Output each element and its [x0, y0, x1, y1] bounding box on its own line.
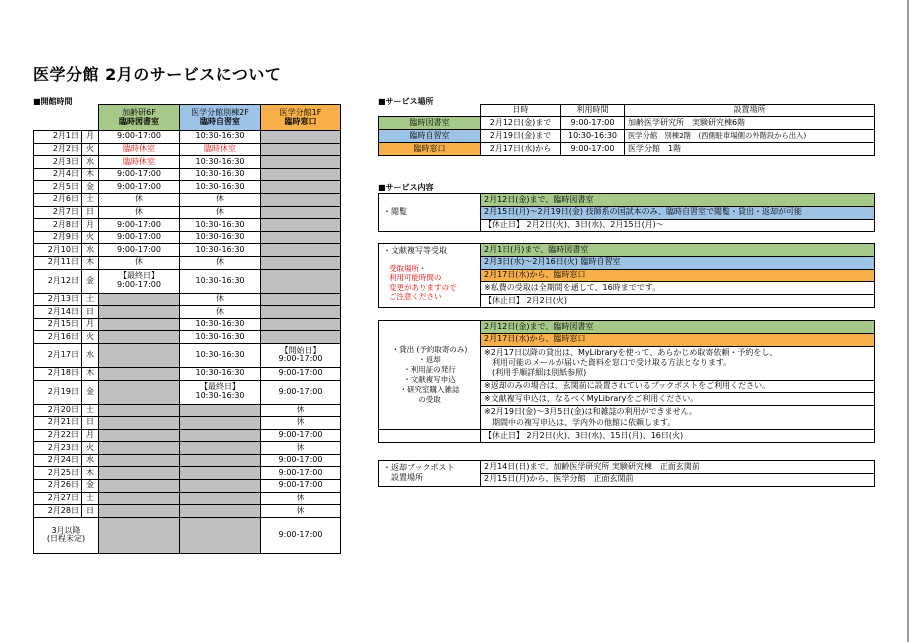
hours-lab: [99, 318, 180, 331]
lending-label-line: ・利用証の発行: [403, 364, 456, 374]
bookpost-label-line: 設置場所: [391, 473, 423, 483]
bookpost-line: 2月14日(日)まで、加齢医学研究所 実験研究棟 正面玄関前: [481, 461, 875, 474]
hours-row: [34, 480, 341, 493]
place-time: 9:00-17:00: [561, 117, 625, 130]
hours-dow: 金: [82, 181, 99, 194]
hours-date: 2月13日: [34, 293, 82, 306]
hours-study: 10:30-16:30: [180, 331, 261, 344]
hours-date: 2月11日: [34, 256, 82, 269]
places-col-date: 日時: [481, 105, 561, 117]
hours-counter: [261, 206, 341, 219]
hours-study: [180, 480, 261, 493]
lending-line: ※文献複写申込は、なるべくMyLibraryをご利用ください。: [481, 393, 875, 406]
hours-counter: [261, 269, 341, 293]
copy-note-line: ご注意ください: [389, 291, 442, 301]
hours-row: [34, 318, 341, 331]
hours-row: [34, 244, 341, 257]
hours-lab: [99, 480, 180, 493]
hours-study: [180, 417, 261, 430]
hours-table: [33, 104, 341, 554]
hours-date: 2月12日: [34, 269, 82, 293]
hours-lab-line: 9:00-17:00: [117, 280, 161, 290]
lending-note-line: 利用可能のメールが届いた資料を窓口で受け取る方法となります。: [484, 357, 732, 367]
hours-counter: [261, 343, 341, 367]
hours-lab: 9:00-17:00: [99, 168, 180, 181]
hours-lab: [99, 331, 180, 344]
hours-row: [34, 380, 341, 404]
hours-counter: 9:00-17:00: [261, 380, 341, 404]
hours-counter: 休: [261, 417, 341, 430]
hours-study: 10:30-16:30: [180, 168, 261, 181]
hours-counter: [261, 306, 341, 319]
copy-line: ※私費の受取は全期間を通して、16時までです。: [481, 282, 875, 295]
hours-lab: [99, 517, 180, 553]
hours-counter: [261, 156, 341, 169]
hours-dow: 金: [82, 480, 99, 493]
hours-counter: [261, 293, 341, 306]
lending-note-line: ※2月19日(金)～3月5日(金)は和雑誌の利用ができません。: [484, 407, 698, 417]
hours-counter: [261, 244, 341, 257]
hours-row: [34, 467, 341, 480]
hours-lab: [99, 404, 180, 417]
hours-dow: 月: [82, 429, 99, 442]
hours-dow: 月: [82, 219, 99, 232]
hours-date: 2月14日: [34, 306, 82, 319]
hours-lab: 9:00-17:00: [99, 231, 180, 244]
hours-lab: 休: [99, 256, 180, 269]
hours-lab: [99, 429, 180, 442]
hours-dow: 日: [82, 505, 99, 518]
hours-study: 休: [180, 206, 261, 219]
hours-row: [34, 181, 341, 194]
hours-counter: [261, 143, 341, 156]
copy-table: [378, 243, 875, 308]
copy-note-line: 受取場所・: [389, 263, 427, 273]
hours-dow: 日: [82, 206, 99, 219]
hours-corner: [34, 105, 82, 131]
browse-line: 【休止日】 2月2日(火)、3日(水)、2月15日(月)～: [481, 219, 875, 232]
hours-study: [180, 505, 261, 518]
hours-study-line: 【最終日】: [200, 382, 240, 392]
hours-date: 2月6日: [34, 193, 82, 206]
lending-line: ※返却のみの場合は、玄関前に設置されているブックポストをご利用ください。: [481, 380, 875, 393]
hours-row: [34, 219, 341, 232]
bookpost-label-cell: [379, 461, 481, 487]
hours-dow: 木: [82, 256, 99, 269]
lending-line: 2月12日(金)まで、臨時図書室: [481, 321, 875, 334]
copy-line: 2月17日(水)から、臨時窓口: [481, 269, 875, 282]
hours-date: 2月3日: [34, 156, 82, 169]
hours-counter: 休: [261, 505, 341, 518]
hours-date: 2月9日: [34, 231, 82, 244]
hours-date: 2月2日: [34, 143, 82, 156]
hours-dow: 火: [82, 442, 99, 455]
hours-study: 10:30-16:30: [180, 181, 261, 194]
hours-row: [34, 193, 341, 206]
place-date: 2月12日(金)まで: [481, 117, 561, 130]
hours-study: 10:30-16:30: [180, 156, 261, 169]
lending-label-line: ・返却: [418, 354, 441, 364]
lending-table: [378, 320, 875, 443]
place-location: 医学分館 別棟2階 (西側駐車場側の外階段から出入): [625, 130, 875, 143]
hours-dow: 月: [82, 318, 99, 331]
hours-counter: [261, 168, 341, 181]
hours-row: [34, 293, 341, 306]
place-time: 9:00-17:00: [561, 143, 625, 156]
hours-dow: 日: [82, 417, 99, 430]
bookpost-table: [378, 460, 875, 487]
place-name-counter: 臨時窓口: [379, 143, 481, 156]
hours-date: 2月27日: [34, 492, 82, 505]
lending-label-line: ・文献複写申込: [403, 375, 456, 385]
hours-lab: [99, 343, 180, 367]
hours-dow: 金: [82, 269, 99, 293]
hours-counter: [261, 231, 341, 244]
bookpost-label-line: ・返却ブックポスト: [383, 462, 455, 472]
hours-lab: 9:00-17:00: [99, 244, 180, 257]
hours-row: [34, 417, 341, 430]
hours-counter: 9:00-17:00: [261, 480, 341, 493]
hours-date: 2月23日: [34, 442, 82, 455]
hours-dow: 火: [82, 143, 99, 156]
place-date: 2月19日(金)まで: [481, 130, 561, 143]
hours-date: 2月4日: [34, 168, 82, 181]
place-date: 2月17日(水)から: [481, 143, 561, 156]
hours-study: [180, 380, 261, 404]
hours-study: 10:30-16:30: [180, 269, 261, 293]
hours-study: [180, 429, 261, 442]
place-location: 加齢医学研究所 実験研究棟6階: [625, 117, 875, 130]
hours-dow: 土: [82, 193, 99, 206]
services-heading: ■サービス内容: [378, 183, 434, 192]
browse-line: 2月15日(月)～2月19日(金) 技師系の国試本のみ、臨時自習室で閲覧・貸出・返却が可能: [481, 206, 875, 219]
hours-lab: [99, 417, 180, 430]
copy-note-line: 利用可能時間の: [389, 273, 442, 283]
hours-counter: 休: [261, 442, 341, 455]
hours-col-header-counter: 医学分館1F 臨時窓口: [261, 105, 341, 131]
copy-line: 2月3日(水)～2月16日(火) 臨時自習室: [481, 256, 875, 269]
copy-note-line: 変更がありますので: [389, 282, 457, 292]
hours-dow: 土: [82, 404, 99, 417]
hours-date: 2月5日: [34, 181, 82, 194]
hours-heading: ■開館時間: [33, 97, 73, 106]
hours-study-line: 10:30-16:30: [195, 391, 245, 400]
hours-lab: 臨時休室: [99, 156, 180, 169]
hours-row: [34, 156, 341, 169]
hours-study: [180, 454, 261, 467]
hours-dow: 水: [82, 343, 99, 367]
hours-date: 2月16日: [34, 331, 82, 344]
place-time: 10:30-16:30: [561, 130, 625, 143]
hours-study: 10:30-16:30: [180, 367, 261, 380]
hours-date: 2月18日: [34, 367, 82, 380]
hours-row: [34, 454, 341, 467]
browse-line: 2月12日(金)まで、臨時図書室: [481, 194, 875, 207]
hours-row: [34, 492, 341, 505]
browse-label: ・閲覧: [379, 194, 481, 232]
hours-corner-dow: [82, 105, 99, 131]
hours-study: 10:30-16:30: [180, 231, 261, 244]
hours-col-header-lab: 加齢研6F 臨時図書室: [99, 105, 180, 131]
hours-date: 2月22日: [34, 429, 82, 442]
hours-date: 2月7日: [34, 206, 82, 219]
hours-row: [34, 442, 341, 455]
copy-note: [383, 264, 480, 302]
hours-row: [34, 231, 341, 244]
hours-dow: 土: [82, 492, 99, 505]
lending-line: 【休止日】 2月2日(火)、3日(水)、15日(月)、16日(火): [481, 430, 875, 443]
hours-row: [34, 404, 341, 417]
hours-counter: [261, 131, 341, 144]
hours-lab: [99, 442, 180, 455]
hours-lab: [99, 505, 180, 518]
lending-line: 2月17日(水)から、臨時窓口: [481, 333, 875, 346]
hours-counter: 休: [261, 404, 341, 417]
places-corner: [379, 105, 481, 117]
hours-lab: 9:00-17:00: [99, 219, 180, 232]
hours-lab-line: 【最終日】: [119, 271, 159, 281]
hours-date: 2月20日: [34, 404, 82, 417]
hours-row: [34, 143, 341, 156]
lending-label-spacer: [379, 430, 481, 443]
hours-row: [34, 168, 341, 181]
hours-lab: 臨時休室: [99, 143, 180, 156]
hours-lab: [99, 367, 180, 380]
hours-row: [34, 367, 341, 380]
hours-col-header-study: 医学分館別棟2F 臨時自習室: [180, 105, 261, 131]
hours-lab: [99, 293, 180, 306]
hours-study: 休: [180, 256, 261, 269]
hours-row: [34, 343, 341, 367]
lending-note-line: (利用手順詳細は別紙参照): [484, 368, 587, 378]
hours-counter: 9:00-17:00: [261, 454, 341, 467]
hours-date: 2月8日: [34, 219, 82, 232]
hours-lab: [99, 492, 180, 505]
lending-note-cell: [481, 346, 875, 380]
hours-lab: 休: [99, 206, 180, 219]
hours-date: 2月15日: [34, 318, 82, 331]
hours-lab: [99, 454, 180, 467]
places-col-time: 利用時間: [561, 105, 625, 117]
hours-date: 2月24日: [34, 454, 82, 467]
hours-lab: 9:00-17:00: [99, 181, 180, 194]
hours-future-label-line: (日程未定): [46, 534, 86, 544]
hours-counter: [261, 318, 341, 331]
hours-dow: 火: [82, 331, 99, 344]
hours-lab: [99, 306, 180, 319]
hours-study: 10:30-16:30: [180, 131, 261, 144]
hours-row: [34, 306, 341, 319]
place-name-library: 臨時図書室: [379, 117, 481, 130]
hours-dow: 水: [82, 454, 99, 467]
hours-lab: [99, 269, 180, 293]
hours-dow: 日: [82, 306, 99, 319]
hours-study: [180, 492, 261, 505]
lending-label-line: ・貸出 (予約取寄のみ): [391, 344, 468, 354]
hours-counter: 休: [261, 492, 341, 505]
hours-date: 2月28日: [34, 505, 82, 518]
hours-dow: 木: [82, 168, 99, 181]
hours-date: 2月19日: [34, 380, 82, 404]
hours-counter: 9:00-17:00: [261, 429, 341, 442]
place-name-study: 臨時自習室: [379, 130, 481, 143]
hours-counter: [261, 331, 341, 344]
hours-study: 休: [180, 293, 261, 306]
hours-counter: [261, 181, 341, 194]
hours-study: [180, 442, 261, 455]
hours-study: 休: [180, 306, 261, 319]
hours-counter: 9:00-17:00: [261, 517, 341, 553]
lending-label-line: の受取: [418, 395, 441, 405]
hours-future-label-line: 3月以降: [51, 525, 81, 535]
hours-dow: 月: [82, 131, 99, 144]
hours-date: 2月17日: [34, 343, 82, 367]
hours-row: [34, 505, 341, 518]
hours-counter: [261, 256, 341, 269]
hours-lab: 9:00-17:00: [99, 131, 180, 144]
hours-dow: 火: [82, 231, 99, 244]
hours-counter: [261, 219, 341, 232]
hours-date: 2月26日: [34, 480, 82, 493]
place-location: 医学分館 1階: [625, 143, 875, 156]
bookpost-line: 2月15日(月)から、医学分館 正面玄関前: [481, 473, 875, 486]
hours-dow: 金: [82, 380, 99, 404]
hours-study: 10:30-16:30: [180, 219, 261, 232]
hours-row: [34, 331, 341, 344]
hours-date: 2月21日: [34, 417, 82, 430]
hours-counter: 9:00-17:00: [261, 467, 341, 480]
lending-note-line: ※2月17日以降の貸出は、MyLibraryを使って、あらかじめ取寄依頼・予約をし、: [484, 347, 778, 357]
lending-note-line: 期間中の複写申込は、学内外の他館に依頼します。: [484, 417, 676, 427]
hours-study: 10:30-16:30: [180, 244, 261, 257]
hours-counter: [261, 193, 341, 206]
hours-row-future: [34, 517, 341, 553]
browse-table: [378, 193, 875, 232]
copy-label-cell: [379, 244, 481, 308]
copy-label: ・文献複写等受取: [383, 246, 447, 255]
copy-line: 【休止日】 2月2日(火): [481, 295, 875, 308]
hours-counter-line: 9:00-17:00: [278, 354, 323, 364]
page-title: 医学分館 2月のサービスについて: [33, 65, 282, 84]
hours-study: 10:30-16:30: [180, 343, 261, 367]
places-col-place: 設置場所: [625, 105, 875, 117]
lending-label-cell: [379, 321, 481, 430]
hours-dow: 木: [82, 467, 99, 480]
hours-study: [180, 404, 261, 417]
copy-line: 2月1日(月)まで、臨時図書室: [481, 244, 875, 257]
hours-counter-line: 【開始日】: [280, 345, 321, 355]
lending-note-cell: [481, 406, 875, 430]
hours-dow: 水: [82, 156, 99, 169]
hours-dow: 土: [82, 293, 99, 306]
hours-study: [180, 467, 261, 480]
hours-date: 2月25日: [34, 467, 82, 480]
hours-lab: [99, 380, 180, 404]
hours-date: 2月10日: [34, 244, 82, 257]
hours-lab: [99, 467, 180, 480]
hours-study: [180, 517, 261, 553]
hours-dow: 水: [82, 244, 99, 257]
hours-row: [34, 429, 341, 442]
hours-lab: 休: [99, 193, 180, 206]
hours-study: 臨時休室: [180, 143, 261, 156]
hours-row: [34, 206, 341, 219]
hours-future-label: [34, 517, 99, 553]
places-heading: ■サービス場所: [378, 97, 434, 106]
hours-row: [34, 131, 341, 144]
lending-label-line: ・研究室購入雑誌: [399, 385, 460, 395]
hours-date: 2月1日: [34, 131, 82, 144]
hours-dow: 木: [82, 367, 99, 380]
places-table: [378, 104, 875, 156]
hours-counter: 9:00-17:00: [261, 367, 341, 380]
hours-study: 休: [180, 193, 261, 206]
hours-study: 10:30-16:30: [180, 318, 261, 331]
hours-row: [34, 256, 341, 269]
hours-row: [34, 269, 341, 293]
